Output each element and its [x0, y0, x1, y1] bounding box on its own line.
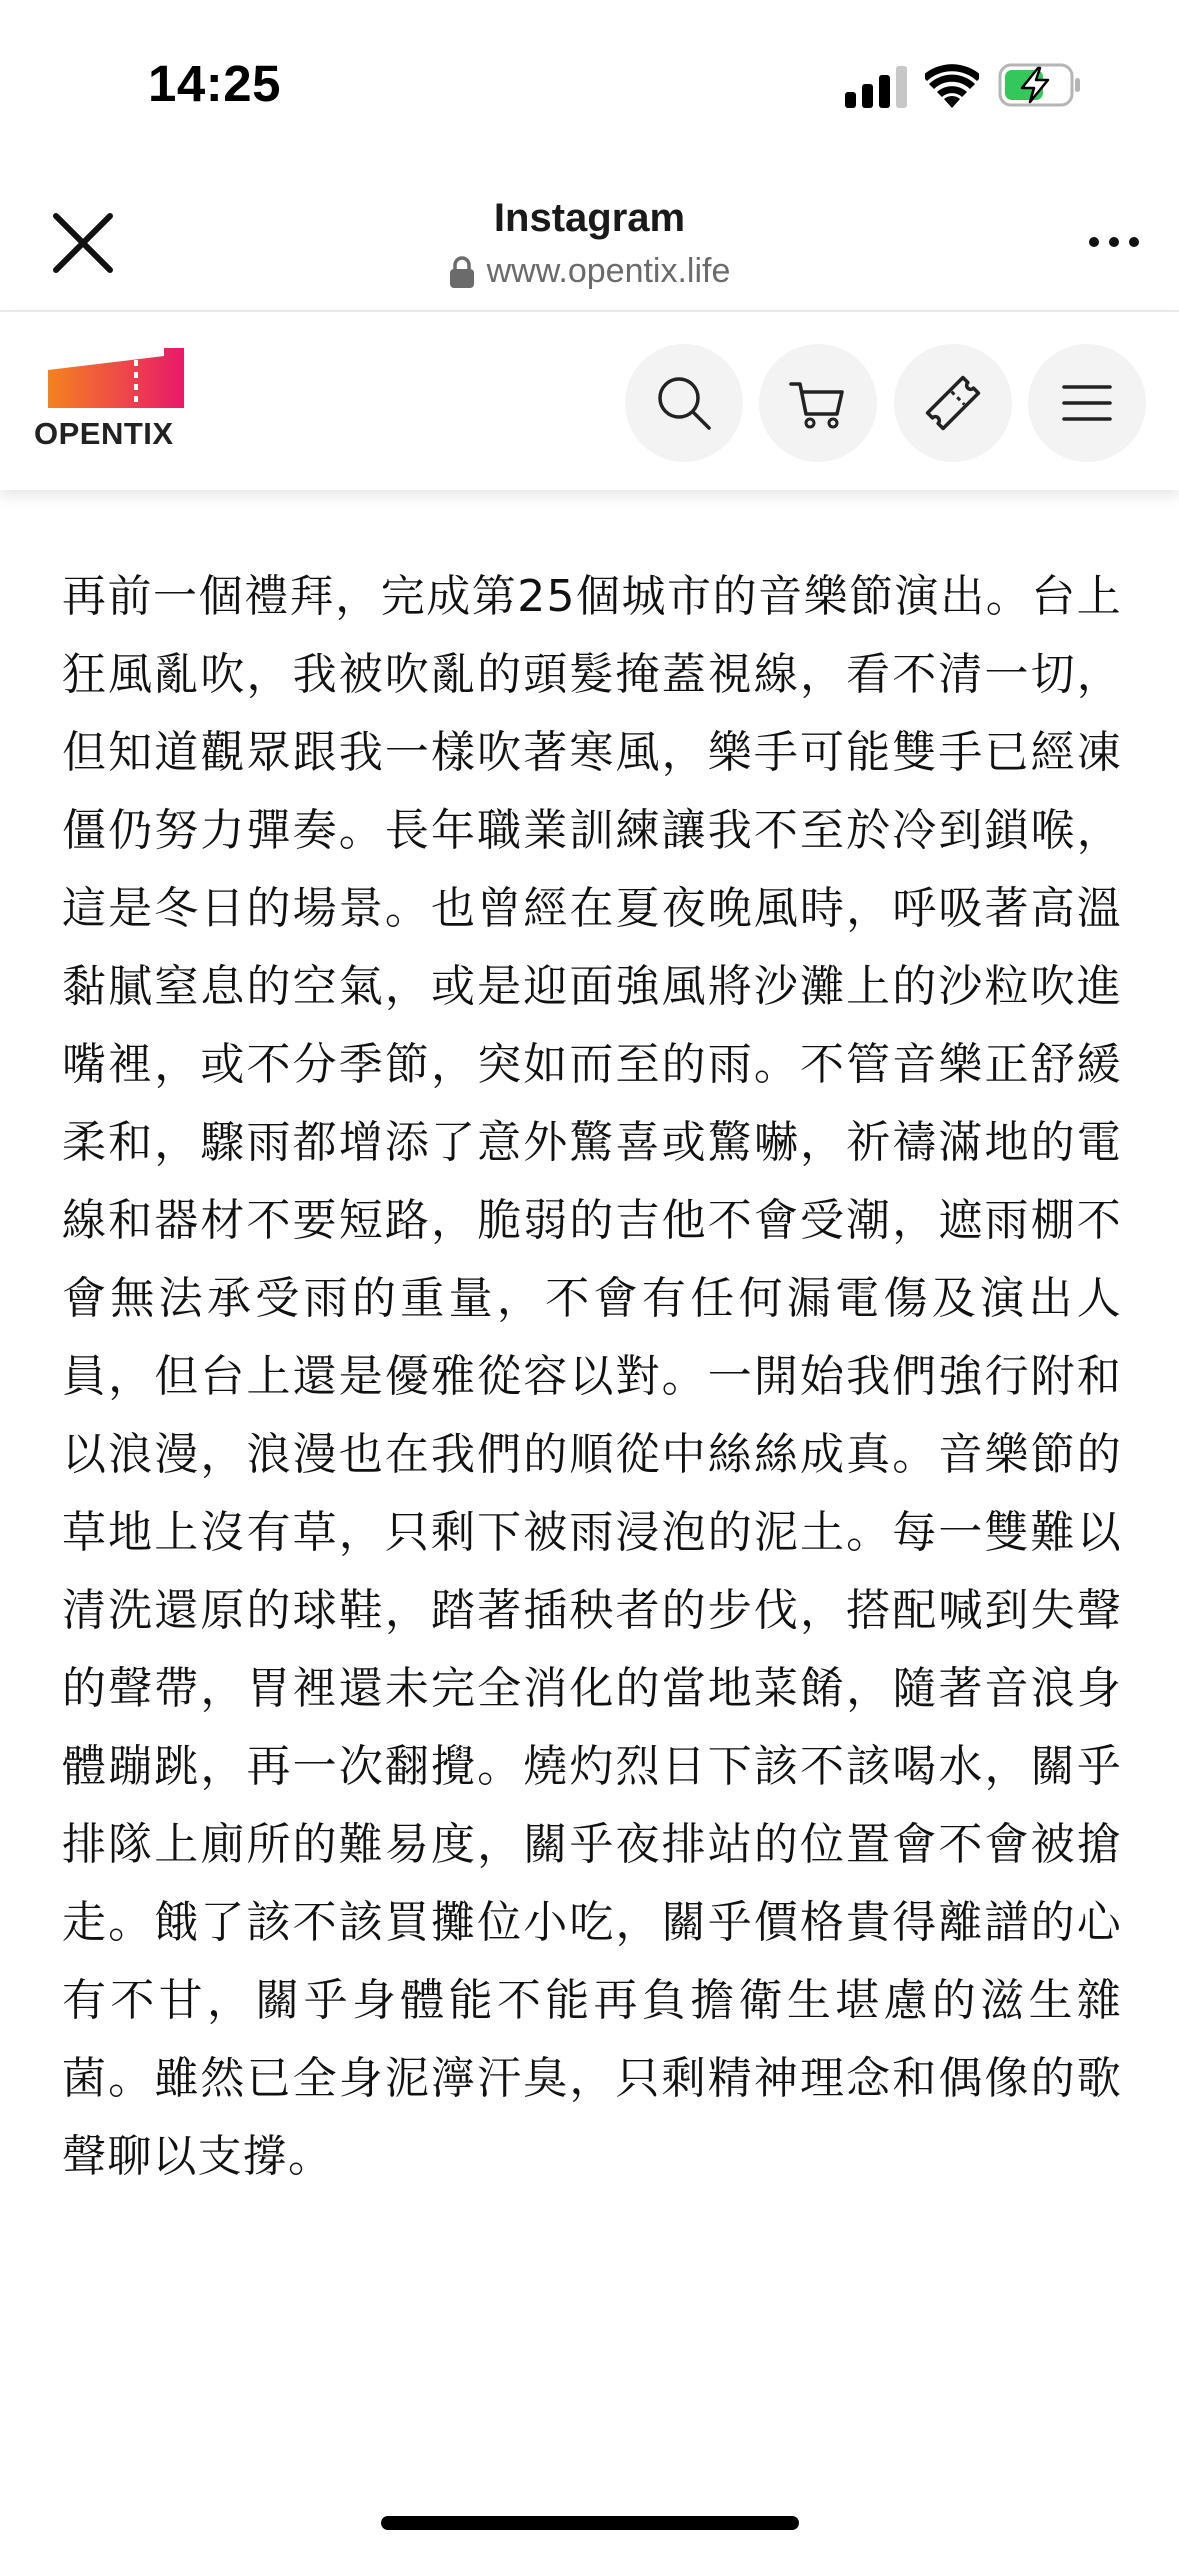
- menu-icon: [1056, 372, 1118, 434]
- status-time: 14:25: [148, 55, 281, 112]
- battery-charging-icon: [998, 62, 1082, 108]
- more-icon: [1088, 236, 1140, 248]
- search-icon: [653, 372, 715, 434]
- opentix-logo[interactable]: [34, 348, 174, 458]
- browser-url-text: www.opentix.life: [486, 252, 731, 290]
- home-indicator[interactable]: [381, 2516, 799, 2530]
- site-header: [0, 312, 1179, 490]
- wifi-icon: [925, 64, 979, 108]
- cart-button[interactable]: [759, 344, 877, 462]
- more-options-button[interactable]: [1079, 212, 1149, 272]
- browser-title: Instagram: [493, 196, 686, 240]
- menu-button[interactable]: [1028, 344, 1146, 462]
- cellular-signal-icon: [845, 66, 909, 108]
- logo-text: OPENTIX: [34, 416, 174, 451]
- article-body: [62, 558, 1122, 2196]
- cart-icon: [787, 372, 849, 434]
- ticket-icon: [922, 372, 984, 434]
- search-button[interactable]: [625, 344, 743, 462]
- lock-icon: [449, 256, 475, 288]
- article-paragraph: 再前一個禮拜，完成第25個城市的音樂節演出。台上狂風亂吹，我被吹亂的頭髮掩蓋視線，看不清一切，但知道觀眾跟我一樣吹著寒風，樂手可能雙手已經凍僵仍努力彈奏。長年職業訓練讓我不至於冷到鎖喉，這是冬日的場景。也曾經在夏夜晚風時，呼吸著高溫黏膩窒息的空氣，或是迎面強風將沙灘上的沙粒吹進嘴裡，或不分季節，突如而至的雨。不管音樂正舒緩柔和，驟雨都增添了意外驚喜或驚嚇，祈禱滿地的電線和器材不要短路，脆弱的吉他不會受潮，遮雨棚不會無法承受雨的重量，不會有任何漏電傷及演出人員，但台上還是優雅從容以對。一開始我們強行附和以浪漫，浪漫也在我們的順從中絲絲成真。音樂節的草地上沒有草，只剩下被雨浸泡的泥土。每一雙難以清洗還原的球鞋，踏著插秧者的步伐，搭配喊到失聲的聲帶，胃裡還未完全消化的當地菜餚，隨著音浪身體蹦跳，再一次翻攪。燒灼烈日下該不該喝水，關乎排隊上廁所的難易度，關乎夜排站的位置會不會被搶走。餓了該不該買攤位小吃，關乎價格貴得離譜的心有不甘，關乎身體能不能再負擔衛生堪慮的滋生雜菌。雖然已全身泥濘汗臭，只剩精神理念和偶像的歌聲聊以支撐。: [62, 571, 1122, 2182]
- ticket-button[interactable]: [894, 344, 1012, 462]
- in-app-browser-header: [0, 160, 1179, 312]
- browser-url[interactable]: [0, 252, 1179, 291]
- status-bar: [0, 0, 1179, 160]
- logo-mark-icon: [48, 348, 184, 416]
